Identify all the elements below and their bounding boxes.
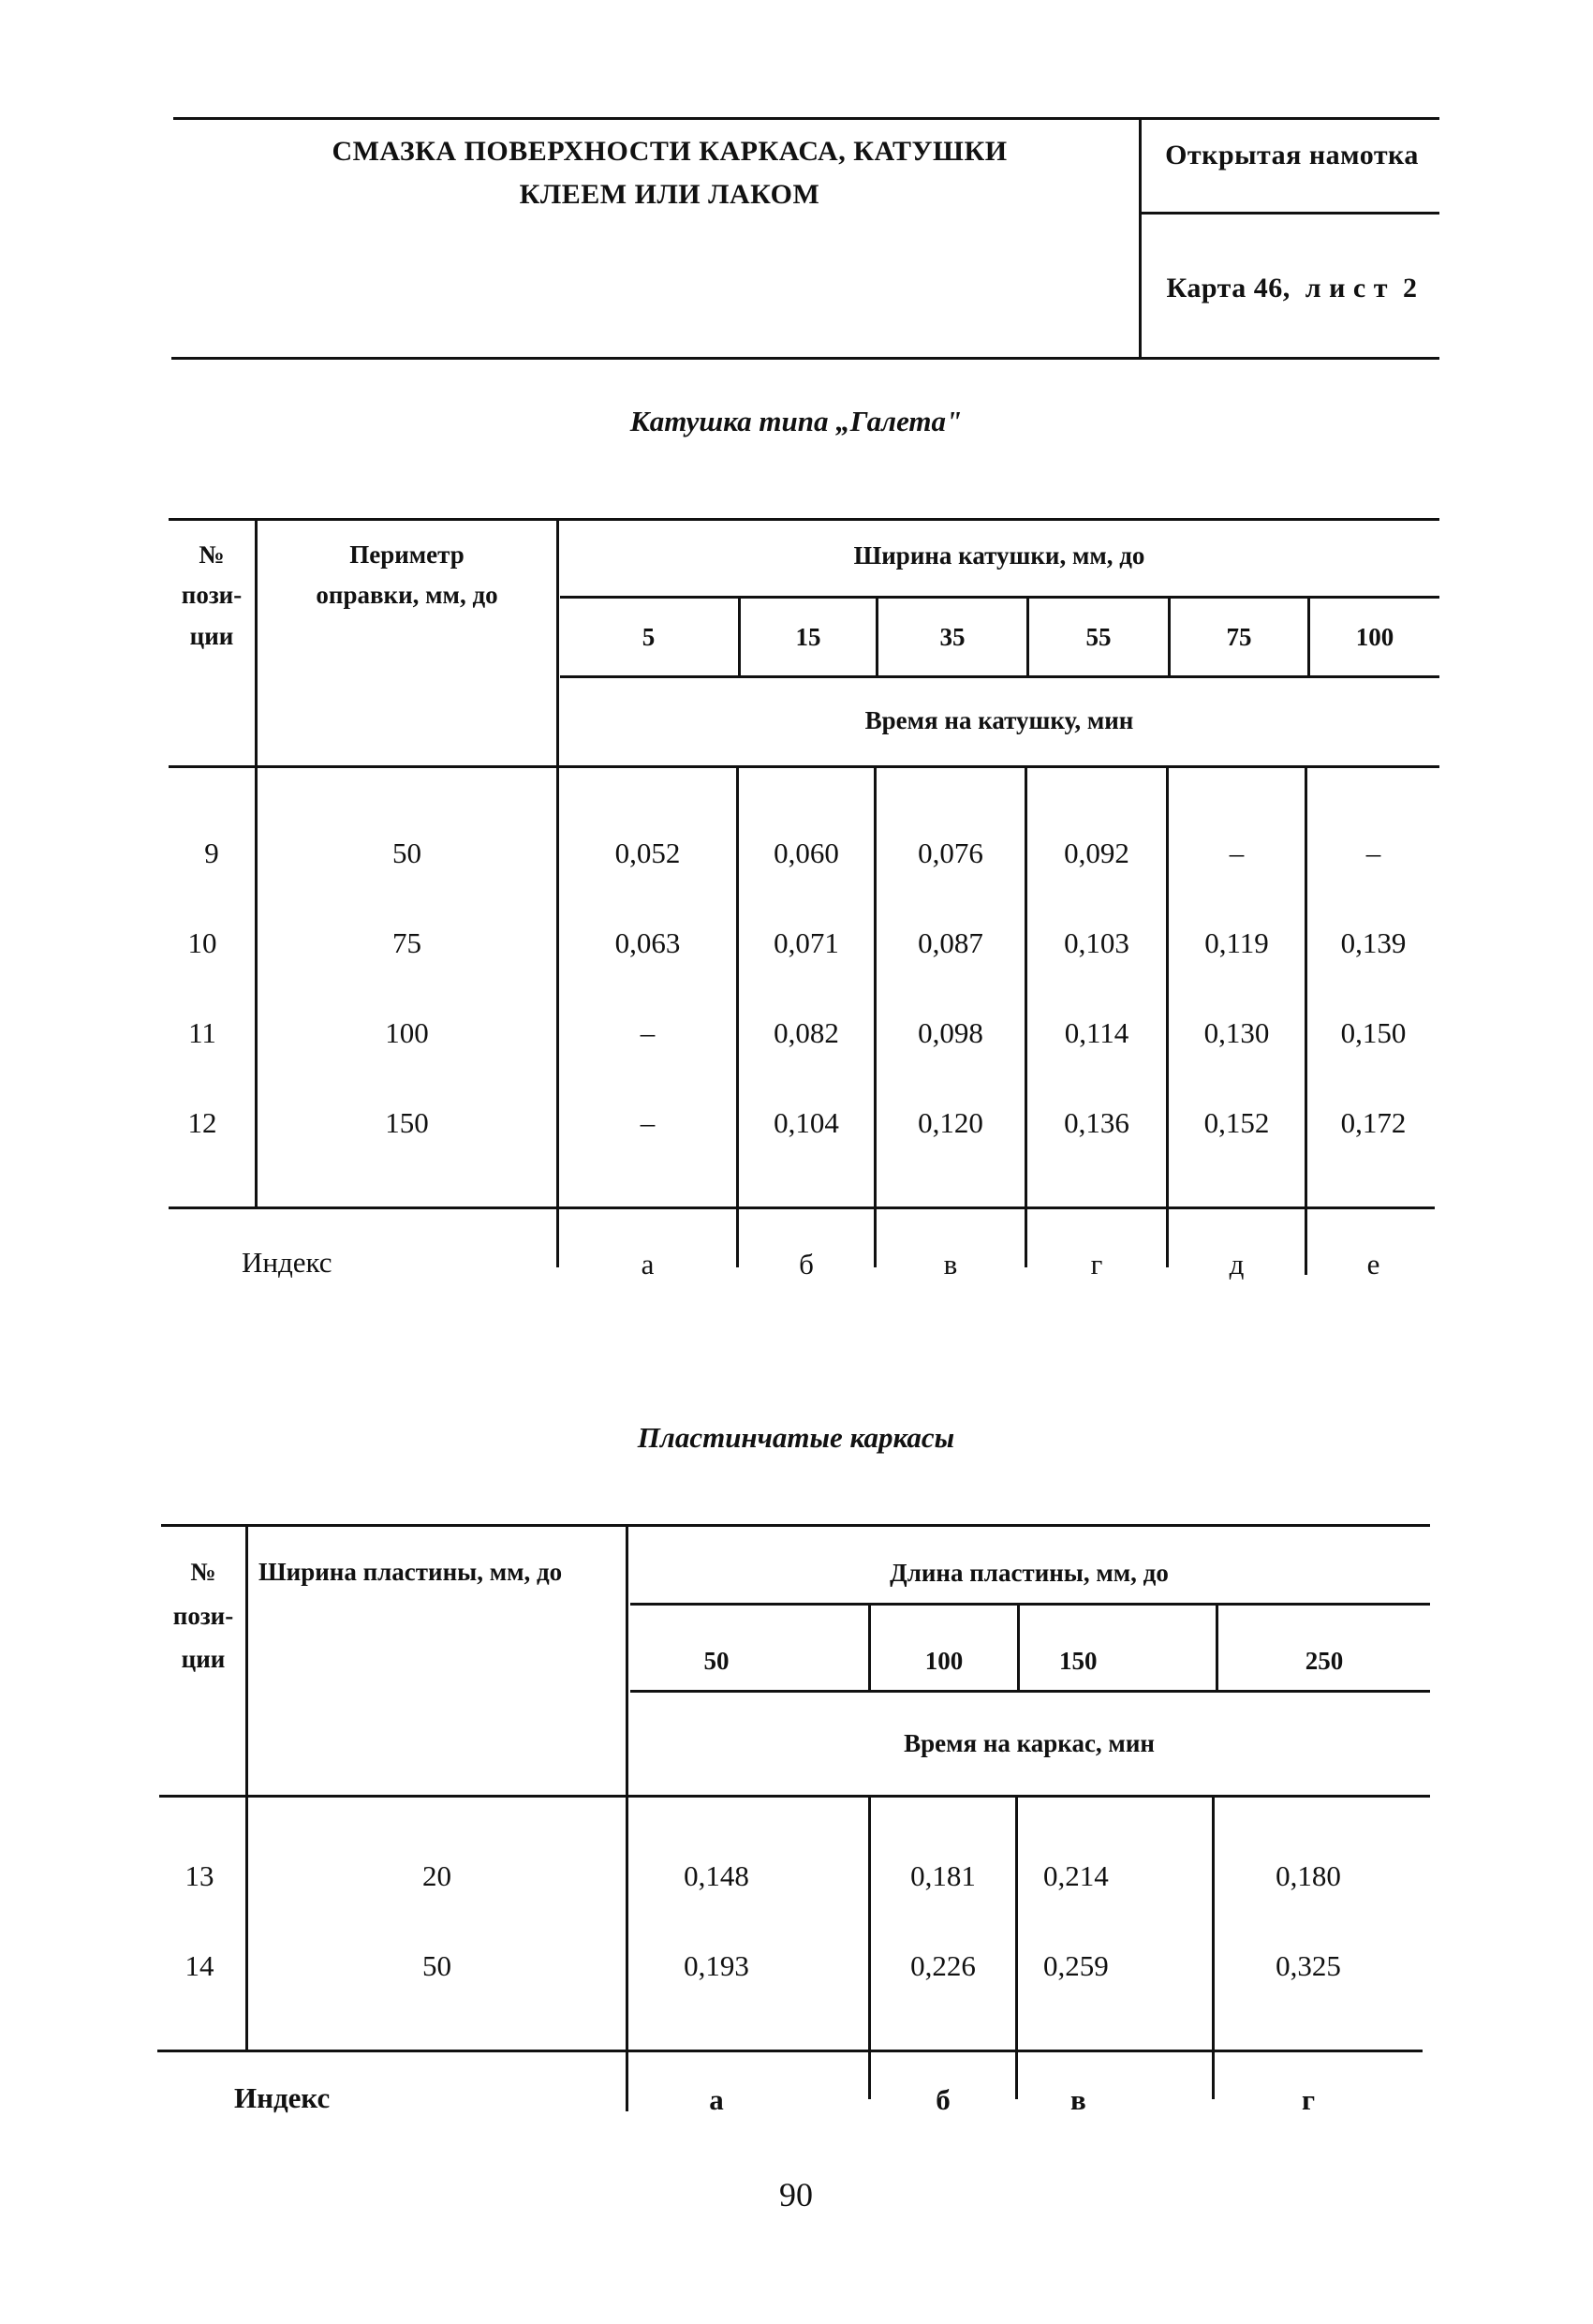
table2-row1-g: 0,180 <box>1276 1859 1341 1892</box>
table1-row2-d: 0,119 <box>1204 926 1269 959</box>
document-title-line2: КЛЕЕМ ИЛИ ЛАКОМ <box>519 179 820 210</box>
table2-length-50: 50 <box>703 1647 730 1675</box>
table1-index-a: а <box>641 1248 655 1280</box>
table1-index-e: е <box>1366 1248 1380 1280</box>
table2-col-no-line1: № <box>190 1558 216 1586</box>
table1-col-perimeter-line2: оправки, мм, до <box>316 581 498 609</box>
header-top-rule <box>173 117 1439 120</box>
page-number: 90 <box>779 2176 813 2213</box>
table2-time-header: Время на каркас, мин <box>904 1729 1155 1757</box>
table1-row2-g: 0,103 <box>1064 926 1129 959</box>
table2-row1-v: 0,214 <box>1043 1859 1109 1892</box>
table1-width-55: 55 <box>1085 623 1112 651</box>
table1-width-75: 75 <box>1226 623 1252 651</box>
table2-caption: Пластинчатые каркасы <box>637 1421 955 1454</box>
table2-vline-2b <box>1015 1795 1018 2099</box>
table1-row1-g: 0,092 <box>1064 836 1129 869</box>
table1-row4-perimeter: 150 <box>385 1106 429 1139</box>
table2-col-no-line2: пози- <box>172 1602 234 1630</box>
table2-group-rule <box>630 1603 1430 1606</box>
table1-row1-pos: 9 <box>204 836 219 869</box>
table1-index-v: в <box>943 1248 958 1280</box>
card-sheet-label: Карта 46, л и с т 2 <box>1166 273 1418 303</box>
table1-row4-pos: 12 <box>187 1106 217 1139</box>
table1-row3-a: – <box>640 1016 656 1049</box>
table1-top-rule <box>169 518 1439 521</box>
table1-caption: Катушка типа „Галета" <box>629 405 963 437</box>
table1-row3-v: 0,098 <box>918 1016 983 1049</box>
table1-index-g: г <box>1090 1248 1103 1280</box>
table1-col-no-line3: ции <box>189 622 234 650</box>
table1-body-bottom-rule <box>169 1206 1435 1209</box>
table1-time-header: Время на катушку, мин <box>864 706 1134 734</box>
table1-row3-b: 0,082 <box>774 1016 839 1049</box>
table2-row2-b: 0,226 <box>910 1949 976 1982</box>
table1-index-label: Индекс <box>242 1246 332 1279</box>
table1-row2-pos: 10 <box>187 926 217 959</box>
table1-row3-d: 0,130 <box>1203 1016 1270 1049</box>
table2-row1-width: 20 <box>422 1859 451 1892</box>
table2-length-rule <box>630 1690 1430 1693</box>
table2-row2-v: 0,259 <box>1043 1949 1109 1982</box>
table2-vline-3b <box>1212 1795 1215 2099</box>
table1-row3-pos: 11 <box>188 1016 216 1049</box>
table1-width-rule <box>560 675 1439 678</box>
table1-row2-v: 0,087 <box>918 926 983 959</box>
table2-row2-g: 0,325 <box>1276 1949 1341 1982</box>
table1-width-5: 5 <box>642 623 656 651</box>
table2-col-width: Ширина пластины, мм, до <box>258 1558 563 1586</box>
table1-row3-perimeter: 100 <box>385 1016 429 1049</box>
table1-row1-a: 0,052 <box>614 836 681 869</box>
table1-group-header: Ширина катушки, мм, до <box>853 541 1145 570</box>
header-divider <box>1139 117 1142 360</box>
table2-head-bottom-rule <box>159 1795 1430 1798</box>
table2-row1-a: 0,148 <box>684 1859 749 1892</box>
table2-index-a: а <box>709 2083 724 2116</box>
winding-type-label: Открытая намотка <box>1165 140 1419 170</box>
table1-row3-e: 0,150 <box>1340 1016 1407 1049</box>
table1-width-35: 35 <box>939 623 966 651</box>
table2-length-250: 250 <box>1305 1647 1344 1675</box>
table1-head-bottom-rule <box>169 765 1439 768</box>
table1-row4-e: 0,172 <box>1340 1106 1407 1139</box>
table2-vline-1b <box>868 1795 871 2099</box>
table1-row1-b: 0,060 <box>774 836 839 869</box>
table1-row2-e: 0,139 <box>1340 926 1407 959</box>
table1-row2-a: 0,063 <box>614 926 681 959</box>
table2-length-100: 100 <box>924 1647 964 1675</box>
table1-row4-b: 0,104 <box>774 1106 839 1139</box>
table1-row4-a: – <box>640 1106 656 1139</box>
table2-row1-pos: 13 <box>184 1859 214 1892</box>
table1-row2-perimeter: 75 <box>392 926 421 959</box>
table2-vline-group <box>626 1524 628 2111</box>
table1-row4-v: 0,120 <box>918 1106 983 1139</box>
table1-width-15: 15 <box>795 623 821 651</box>
table1-width-100: 100 <box>1355 623 1394 651</box>
table2-length-150: 150 <box>1059 1647 1098 1675</box>
table1-col-perimeter-line1: Периметр <box>349 540 465 569</box>
table2-body-bottom-rule <box>157 2050 1423 2052</box>
table1-row3-g: 0,114 <box>1064 1016 1129 1049</box>
table1-row4-d: 0,152 <box>1203 1106 1270 1139</box>
table2-col-no-line3: ции <box>181 1645 226 1673</box>
table1-row1-v: 0,076 <box>918 836 983 869</box>
table2-index-b: б <box>936 2083 951 2116</box>
document-title-line1: СМАЗКА ПОВЕРХНОСТИ КАРКАСА, КАТУШКИ <box>332 136 1008 167</box>
table2-index-v: в <box>1070 2083 1086 2116</box>
table1-row4-g: 0,136 <box>1064 1106 1129 1139</box>
table1-row1-perimeter: 50 <box>392 836 421 869</box>
table2-row1-b: 0,181 <box>910 1859 976 1892</box>
header-bottom-rule <box>171 357 1439 360</box>
table1-index-d: д <box>1229 1248 1245 1280</box>
table2-group-header: Длина пластины, мм, до <box>890 1559 1169 1587</box>
header-right-split-rule <box>1141 212 1439 215</box>
table1-col-no-line2: пози- <box>181 581 243 609</box>
table2-row2-a: 0,193 <box>684 1949 749 1982</box>
table2-index-g: г <box>1301 2083 1316 2116</box>
table1-row2-b: 0,071 <box>774 926 839 959</box>
table1-row1-d: – <box>1229 836 1245 869</box>
table1-col-no-line1: № <box>199 540 225 569</box>
table2-vline-2 <box>1017 1603 1020 1690</box>
table1-row1-e: – <box>1365 836 1381 869</box>
table2-index-label: Индекс <box>234 2081 331 2114</box>
table2-row2-pos: 14 <box>184 1949 214 1982</box>
table2-row2-width: 50 <box>422 1949 451 1982</box>
table1-index-b: б <box>799 1248 814 1280</box>
table2-top-rule <box>161 1524 1430 1527</box>
